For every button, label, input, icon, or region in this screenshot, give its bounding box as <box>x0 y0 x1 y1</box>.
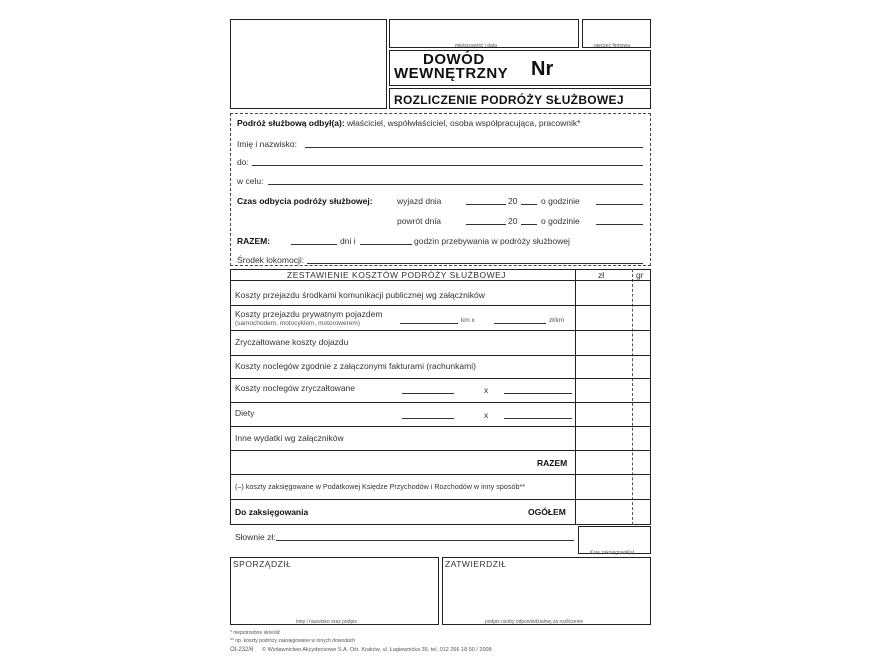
subtitle: ROZLICZENIE PODRÓŻY SŁUŻBOWEJ <box>394 93 624 107</box>
days-label: dni i <box>340 236 356 246</box>
col-gr: gr <box>636 270 644 280</box>
name-label: Imię i nazwisko: <box>237 139 297 149</box>
cost-row-private-vehicle: Koszty przejazdu prywatnym pojazdem <box>235 309 383 319</box>
col-zl: zł <box>598 270 605 280</box>
departure-label: wyjazd dnia <box>397 196 442 206</box>
who-options: właściciel, współwłaściciel, osoba współpracująca, pracownik* <box>347 118 581 128</box>
diets-qty-field[interactable] <box>402 418 454 419</box>
cost-row-lodging-flat: Koszty noclegów zryczałtowane <box>235 383 356 393</box>
km-label: km x <box>461 317 475 324</box>
purpose-field[interactable] <box>268 184 643 185</box>
diets-x: x <box>484 410 489 420</box>
km-field[interactable] <box>400 323 458 324</box>
purpose-label: w celu: <box>237 176 264 186</box>
departure-date-field[interactable] <box>466 204 506 205</box>
hours-label: godzin przebywania w podróży służbowej <box>414 236 570 246</box>
stamp-caption: pieczęć firmowa <box>594 43 630 49</box>
row-sep <box>230 280 651 281</box>
transport-field[interactable] <box>307 263 643 264</box>
return-hour-field[interactable] <box>596 224 643 225</box>
date-caption: miejscowość i data <box>455 43 497 49</box>
footnote-1: * niepotrzebne skreślić <box>230 630 281 636</box>
prepared-label: SPORZĄDZIŁ <box>233 559 292 569</box>
number-label: Nr <box>531 58 554 80</box>
rate-label: zł/km <box>549 317 565 324</box>
vehicle-sub: (samochodem, motocyklem, motorowerem) <box>235 320 360 327</box>
cost-row-flat-commute: Zryczałtowane koszty dojazdu <box>235 337 349 347</box>
row-sep <box>230 378 651 379</box>
costs-total-label: RAZEM <box>537 458 568 468</box>
return-hour-label: o godzinie <box>541 216 580 226</box>
approved-caption: podpis osoby odpowiedzialnej za rozliczenie <box>485 619 584 625</box>
title-line1: DOWÓD <box>423 51 485 68</box>
diets-rate-field[interactable] <box>504 418 572 419</box>
stamp-box <box>230 19 387 109</box>
destination-field[interactable] <box>252 165 643 166</box>
return-date-field[interactable] <box>466 224 506 225</box>
to-label: do: <box>237 157 249 167</box>
lodging-qty-field[interactable] <box>402 393 454 394</box>
return-year-field[interactable] <box>521 224 537 225</box>
prepared-caption: imię i nazwisko oraz podpis <box>296 619 357 625</box>
row-sep <box>230 450 651 451</box>
words-label: Słownie zł: <box>235 532 276 542</box>
footnote-2: ** np. koszty podróży zaksięgowane w innych dowodach <box>230 638 356 644</box>
hours-field[interactable] <box>360 244 412 245</box>
name-field[interactable] <box>305 147 643 148</box>
transport-label: Środek lokomocji: <box>237 255 305 265</box>
return-year-prefix: 20 <box>508 216 518 226</box>
publisher-line: © Wydawnictwo Akcydensowe S.A. Ośr. Kraków, ul. Łagiewnicka 39, tel. 012 266 18 50 / 2008 <box>262 647 492 653</box>
words-field[interactable] <box>276 540 574 541</box>
cost-row-diets: Diety <box>235 408 255 418</box>
time-label: Czas odbycia podróży służbowej: <box>237 196 373 206</box>
cost-row-lodging-invoices: Koszty noclegów zgodnie z załączonymi fakturami (rachunkami) <box>235 361 476 371</box>
approved-label: ZATWIERDZIŁ <box>445 559 507 569</box>
lodging-x: x <box>484 385 489 395</box>
departure-hour-field[interactable] <box>596 204 643 205</box>
lodging-rate-field[interactable] <box>504 393 572 394</box>
zl-column-divider <box>575 269 576 525</box>
row-sep <box>230 426 651 427</box>
row-sep <box>230 499 651 500</box>
row-sep <box>230 305 651 306</box>
who-label: Podróż służbową odbył(a): <box>237 118 345 128</box>
row-sep <box>230 330 651 331</box>
total-time-label: RAZEM: <box>237 236 271 246</box>
to-book-label: Do zaksięgowania <box>235 507 309 517</box>
departure-year-prefix: 20 <box>508 196 518 206</box>
departure-year-field[interactable] <box>521 204 537 205</box>
costs-heading: ZESTAWIENIE KOSZTÓW PODRÓŻY SŁUŻBOWEJ <box>287 270 507 280</box>
booked-costs-label: (–) koszty zaksięgowane w Podatkowej Księdze Przychodów i Rozchodów w inny sposób** <box>235 482 526 491</box>
row-sep <box>230 402 651 403</box>
cost-row-public-transport: Koszty przejazdu środkami komunikacji publicznej wg załączników <box>235 290 485 300</box>
cost-row-other: Inne wydatki wg załączników <box>235 433 344 443</box>
return-label: powrót dnia <box>397 216 441 226</box>
row-sep <box>230 355 651 356</box>
departure-hour-label: o godzinie <box>541 196 580 206</box>
accountant-caption: Księ zaksięgował(a) <box>590 550 635 556</box>
form-code: Ot-232/6 <box>230 647 254 653</box>
row-sep <box>230 474 651 475</box>
title-line2: WEWNĘTRZNY <box>394 65 509 82</box>
grand-total-label: OGÓŁEM <box>528 507 566 517</box>
days-field[interactable] <box>291 244 337 245</box>
rate-field[interactable] <box>494 323 546 324</box>
trip-row-who <box>237 118 580 128</box>
gr-column-divider <box>632 269 633 525</box>
